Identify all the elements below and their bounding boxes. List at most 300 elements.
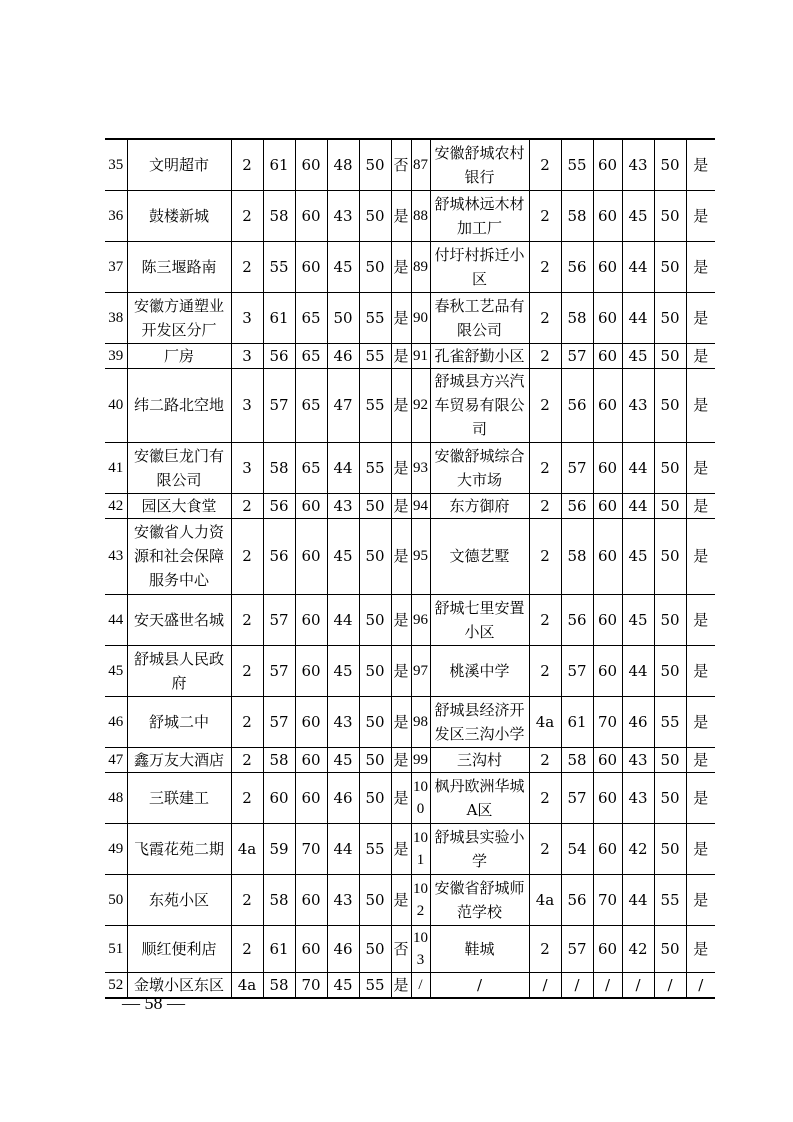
value-cell: 65 [295,368,327,442]
value-cell: 43 [622,368,654,442]
point-id: 37 [105,241,127,292]
value-cell: 57 [263,368,295,442]
point-id: 96 [411,594,430,645]
value-cell: 50 [359,594,391,645]
table-row [105,925,715,972]
point-id: 103 [411,925,430,972]
value-cell: 60 [593,139,622,190]
value-cell: 4a [529,874,561,925]
point-id: 102 [411,874,430,925]
value-cell: 是 [686,518,715,594]
value-cell: 50 [359,772,391,823]
value-cell: 60 [295,772,327,823]
table-row [105,518,715,594]
value-cell: 是 [391,292,411,343]
location-name: 安徽舒城综合大市场 [430,442,529,493]
value-cell: 50 [359,696,391,747]
value-cell: 是 [391,343,411,368]
table-row [105,139,715,190]
value-cell: 2 [231,747,263,772]
value-cell: 43 [622,139,654,190]
value-cell: 2 [529,343,561,368]
value-cell: 65 [295,292,327,343]
table-row [105,747,715,772]
value-cell: 2 [231,518,263,594]
value-cell: 是 [391,823,411,874]
location-name: 舒城林远木材加工厂 [430,190,529,241]
value-cell: 50 [359,139,391,190]
point-id: 101 [411,823,430,874]
point-id: 45 [105,645,127,696]
location-name: 飞霞花苑二期 [127,823,231,874]
value-cell: 55 [263,241,295,292]
location-name: 舒城县方兴汽车贸易有限公司 [430,368,529,442]
value-cell: 60 [593,823,622,874]
value-cell: 50 [654,493,686,518]
value-cell: 56 [561,874,593,925]
table-row [105,343,715,368]
value-cell: 50 [654,442,686,493]
location-name: 桃溪中学 [430,645,529,696]
location-name: 园区大食堂 [127,493,231,518]
value-cell: 50 [654,518,686,594]
point-id: 87 [411,139,430,190]
value-cell: 是 [686,241,715,292]
location-name: 纬二路北空地 [127,368,231,442]
value-cell: 57 [263,696,295,747]
location-name: 舒城二中 [127,696,231,747]
value-cell: 50 [654,747,686,772]
location-name: 鼓楼新城 [127,190,231,241]
location-name: 东苑小区 [127,874,231,925]
value-cell: 是 [391,368,411,442]
location-name: 付圩村拆迁小区 [430,241,529,292]
value-cell: 44 [622,874,654,925]
value-cell: 55 [359,292,391,343]
location-name: 三联建工 [127,772,231,823]
value-cell: 44 [622,442,654,493]
value-cell: 60 [593,442,622,493]
table-row [105,241,715,292]
value-cell: 4a [231,972,263,998]
table-row [105,493,715,518]
table-row [105,696,715,747]
value-cell: 58 [561,190,593,241]
value-cell: 56 [561,241,593,292]
value-cell: 是 [391,772,411,823]
value-cell: 58 [263,874,295,925]
value-cell: 58 [561,292,593,343]
value-cell: 4a [231,823,263,874]
location-name: 春秋工艺品有限公司 [430,292,529,343]
point-id: 88 [411,190,430,241]
value-cell: 58 [561,747,593,772]
value-cell: 是 [686,139,715,190]
value-cell: 61 [263,139,295,190]
value-cell: 42 [622,925,654,972]
location-name: / [430,972,529,998]
value-cell: 60 [295,518,327,594]
point-id: 94 [411,493,430,518]
point-id: 42 [105,493,127,518]
value-cell: 是 [391,190,411,241]
table-row [105,594,715,645]
value-cell: 43 [622,772,654,823]
point-id: 48 [105,772,127,823]
location-name: 安徽省人力资源和社会保障服务中心 [127,518,231,594]
value-cell: 2 [529,368,561,442]
value-cell: 2 [529,190,561,241]
value-cell: 2 [529,823,561,874]
location-name: 顺红便利店 [127,925,231,972]
table-row [105,772,715,823]
value-cell: 是 [686,493,715,518]
value-cell: 2 [231,241,263,292]
value-cell: 否 [391,139,411,190]
value-cell: 57 [263,594,295,645]
point-id: 50 [105,874,127,925]
value-cell: 3 [231,368,263,442]
location-name: 舒城县实验小学 [430,823,529,874]
value-cell: 50 [327,292,359,343]
location-name: 舒城县人民政府 [127,645,231,696]
value-cell: 44 [327,594,359,645]
value-cell: 2 [529,139,561,190]
value-cell: 61 [263,925,295,972]
value-cell: 2 [529,292,561,343]
value-cell: 2 [231,772,263,823]
value-cell: 58 [263,747,295,772]
value-cell: 55 [359,972,391,998]
value-cell: 否 [391,925,411,972]
value-cell: 54 [561,823,593,874]
value-cell: 60 [593,368,622,442]
value-cell: 56 [263,518,295,594]
value-cell: 56 [263,343,295,368]
location-name: 文明超市 [127,139,231,190]
value-cell: 50 [654,292,686,343]
value-cell: 45 [622,343,654,368]
value-cell: 45 [327,747,359,772]
value-cell: 46 [622,696,654,747]
value-cell: 55 [359,823,391,874]
value-cell: 65 [295,442,327,493]
value-cell: 59 [263,823,295,874]
value-cell: 50 [359,747,391,772]
value-cell: 55 [359,442,391,493]
value-cell: 57 [561,925,593,972]
value-cell: 4a [529,696,561,747]
value-cell: 55 [359,368,391,442]
point-id: 51 [105,925,127,972]
value-cell: 是 [686,594,715,645]
value-cell: 2 [231,696,263,747]
value-cell: 是 [391,241,411,292]
value-cell: 60 [295,493,327,518]
location-name: 三沟村 [430,747,529,772]
table-row [105,292,715,343]
value-cell: 44 [622,292,654,343]
value-cell: 56 [263,493,295,518]
value-cell: 43 [327,493,359,518]
value-cell: 50 [654,823,686,874]
value-cell: 45 [327,972,359,998]
table-row [105,190,715,241]
value-cell: 60 [593,645,622,696]
point-id: / [411,972,430,998]
value-cell: 61 [561,696,593,747]
value-cell: 70 [295,972,327,998]
value-cell: 58 [561,518,593,594]
value-cell: 是 [391,442,411,493]
point-id: 43 [105,518,127,594]
value-cell: 60 [295,645,327,696]
table-row [105,972,715,998]
location-name: 安徽省舒城师范学校 [430,874,529,925]
value-cell: 44 [327,823,359,874]
page-number: — 58 — [122,993,185,1013]
value-cell: 48 [327,139,359,190]
value-cell: 43 [327,696,359,747]
value-cell: 45 [622,594,654,645]
value-cell: 3 [231,292,263,343]
point-id: 93 [411,442,430,493]
location-name: 枫丹欧洲华城A区 [430,772,529,823]
value-cell: / [622,972,654,998]
value-cell: 60 [295,241,327,292]
point-id: 52 [105,972,127,998]
value-cell: / [529,972,561,998]
value-cell: 2 [231,925,263,972]
value-cell: 45 [622,190,654,241]
point-id: 100 [411,772,430,823]
value-cell: 2 [231,594,263,645]
table-row [105,645,715,696]
location-name: 安天盛世名城 [127,594,231,645]
value-cell: 45 [622,518,654,594]
location-name: 厂房 [127,343,231,368]
value-cell: 60 [295,139,327,190]
value-cell: / [561,972,593,998]
value-cell: 44 [327,442,359,493]
value-cell: 44 [622,241,654,292]
value-cell: 45 [327,241,359,292]
value-cell: 55 [359,343,391,368]
value-cell: 58 [263,190,295,241]
value-cell: 是 [686,292,715,343]
location-name: 安徽方通塑业开发区分厂 [127,292,231,343]
point-id: 89 [411,241,430,292]
value-cell: 50 [654,368,686,442]
location-name: 陈三堰路南 [127,241,231,292]
location-name: 金墩小区东区 [127,972,231,998]
value-cell: 2 [529,772,561,823]
value-cell: 60 [593,190,622,241]
value-cell: 是 [391,972,411,998]
value-cell: 是 [391,493,411,518]
point-id: 49 [105,823,127,874]
value-cell: 2 [231,874,263,925]
value-cell: 57 [561,343,593,368]
value-cell: 2 [529,493,561,518]
point-id: 97 [411,645,430,696]
value-cell: 是 [391,696,411,747]
table-row [105,442,715,493]
value-cell: 44 [622,645,654,696]
value-cell: 60 [593,493,622,518]
value-cell: 是 [686,696,715,747]
value-cell: 70 [593,696,622,747]
value-cell: 46 [327,772,359,823]
value-cell: 是 [391,747,411,772]
value-cell: 60 [593,925,622,972]
value-cell: 是 [686,442,715,493]
location-name: 安徽舒城农村银行 [430,139,529,190]
value-cell: 50 [654,343,686,368]
value-cell: / [654,972,686,998]
value-cell: 45 [327,518,359,594]
value-cell: 43 [327,190,359,241]
table-row [105,368,715,442]
value-cell: 2 [529,241,561,292]
value-cell: 70 [593,874,622,925]
point-id: 40 [105,368,127,442]
value-cell: 50 [654,772,686,823]
value-cell: 2 [529,925,561,972]
value-cell: 60 [295,594,327,645]
value-cell: 58 [263,442,295,493]
value-cell: 57 [263,645,295,696]
value-cell: 50 [654,241,686,292]
location-name: 孔雀舒勤小区 [430,343,529,368]
value-cell: 50 [359,874,391,925]
value-cell: 50 [359,493,391,518]
location-name: 东方御府 [430,493,529,518]
point-id: 36 [105,190,127,241]
point-id: 92 [411,368,430,442]
value-cell: 2 [231,139,263,190]
value-cell: 45 [327,645,359,696]
value-cell: 2 [529,645,561,696]
point-id: 98 [411,696,430,747]
value-cell: 56 [561,368,593,442]
table-row [105,874,715,925]
table-row [105,823,715,874]
value-cell: / [593,972,622,998]
noise-monitoring-table [105,138,715,999]
value-cell: 42 [622,823,654,874]
value-cell: 50 [359,241,391,292]
value-cell: 60 [593,518,622,594]
value-cell: 是 [686,874,715,925]
value-cell: 60 [295,925,327,972]
table-body [105,139,715,998]
value-cell: 44 [622,493,654,518]
location-name: 鑫万友大酒店 [127,747,231,772]
value-cell: 50 [654,190,686,241]
value-cell: 3 [231,442,263,493]
value-cell: 43 [327,874,359,925]
point-id: 99 [411,747,430,772]
value-cell: 是 [686,645,715,696]
value-cell: 50 [359,925,391,972]
value-cell: 是 [686,925,715,972]
point-id: 91 [411,343,430,368]
value-cell: 是 [686,190,715,241]
value-cell: 3 [231,343,263,368]
value-cell: 50 [654,925,686,972]
value-cell: 47 [327,368,359,442]
value-cell: 55 [654,874,686,925]
value-cell: 是 [686,747,715,772]
value-cell: 60 [593,772,622,823]
value-cell: 60 [263,772,295,823]
value-cell: 46 [327,925,359,972]
value-cell: 60 [593,594,622,645]
value-cell: 是 [686,368,715,442]
value-cell: 65 [295,343,327,368]
value-cell: 是 [391,594,411,645]
value-cell: 61 [263,292,295,343]
value-cell: 56 [561,594,593,645]
value-cell: 50 [654,139,686,190]
value-cell: 60 [295,747,327,772]
value-cell: 50 [359,645,391,696]
value-cell: 60 [295,190,327,241]
location-name: 安徽巨龙门有限公司 [127,442,231,493]
value-cell: 2 [529,442,561,493]
value-cell: 2 [529,594,561,645]
point-id: 47 [105,747,127,772]
value-cell: 是 [686,823,715,874]
value-cell: 55 [654,696,686,747]
point-id: 41 [105,442,127,493]
value-cell: 57 [561,772,593,823]
value-cell: 60 [593,292,622,343]
value-cell: 是 [391,645,411,696]
point-id: 39 [105,343,127,368]
value-cell: 60 [593,747,622,772]
value-cell: 55 [561,139,593,190]
value-cell: 50 [654,594,686,645]
value-cell: 2 [529,747,561,772]
value-cell: 50 [654,645,686,696]
value-cell: 56 [561,493,593,518]
point-id: 46 [105,696,127,747]
value-cell: 58 [263,972,295,998]
point-id: 90 [411,292,430,343]
value-cell: 2 [529,518,561,594]
value-cell: 是 [686,772,715,823]
value-cell: 60 [593,241,622,292]
value-cell: 2 [231,645,263,696]
location-name: 舒城县经济开发区三沟小学 [430,696,529,747]
value-cell: 2 [231,190,263,241]
value-cell: 57 [561,442,593,493]
point-id: 35 [105,139,127,190]
point-id: 38 [105,292,127,343]
location-name: 鞋城 [430,925,529,972]
value-cell: 43 [622,747,654,772]
value-cell: 是 [686,343,715,368]
value-cell: 2 [231,493,263,518]
location-name: 文德艺墅 [430,518,529,594]
value-cell: 50 [359,190,391,241]
value-cell: 70 [295,823,327,874]
value-cell: 是 [391,874,411,925]
value-cell: 60 [295,874,327,925]
point-id: 44 [105,594,127,645]
